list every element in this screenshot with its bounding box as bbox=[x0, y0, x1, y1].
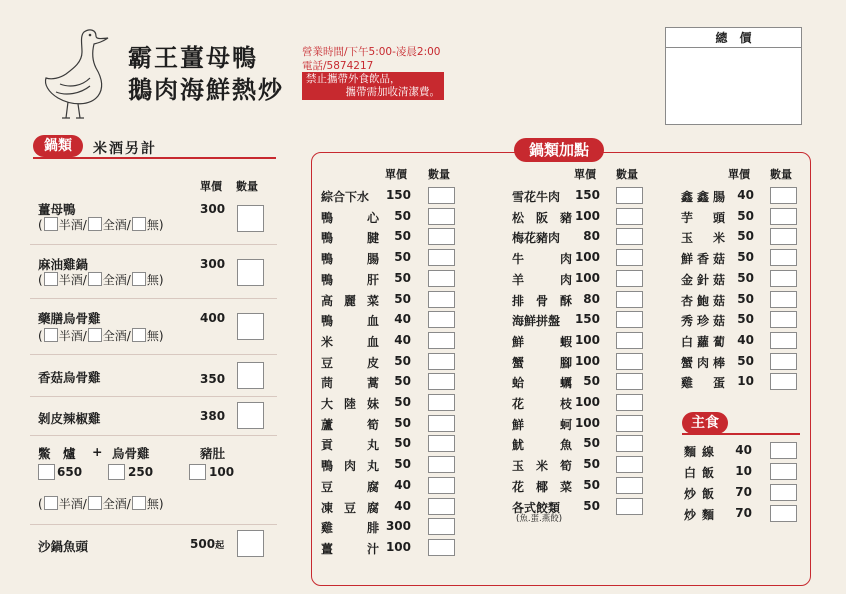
addon-item-price: 100 bbox=[574, 270, 600, 285]
staple-price: 10 bbox=[735, 464, 752, 478]
notice-line: 禁止攜帶外食飲品， bbox=[306, 73, 401, 85]
addon-qty-box[interactable] bbox=[428, 373, 455, 390]
full-wine-checkbox[interactable] bbox=[88, 328, 102, 342]
full-wine-checkbox[interactable] bbox=[88, 496, 102, 510]
addon-item-price: 50 bbox=[737, 229, 754, 244]
addon-qty-box[interactable] bbox=[428, 435, 455, 452]
addon-item-name: 鮮香菇 bbox=[681, 252, 725, 267]
quantity-box[interactable] bbox=[237, 313, 264, 340]
menu-item-name: 藥膳烏骨雞 bbox=[38, 311, 101, 326]
notice-line: 攜帶需加收清潔費。 bbox=[345, 86, 440, 98]
staple-name: 炒麵 bbox=[684, 508, 714, 522]
menu-item-price: 400 bbox=[200, 311, 226, 325]
combo-item-c: 豬肚 bbox=[200, 446, 226, 461]
addon-item-price: 40 bbox=[394, 477, 411, 492]
menu-item-name: 香菇烏骨雞 bbox=[38, 370, 101, 385]
addon-item-price: 80 bbox=[583, 229, 600, 244]
half-wine-label: 半酒 bbox=[58, 329, 83, 343]
addon-item-price: 100 bbox=[574, 415, 600, 430]
addon-qty-box[interactable] bbox=[770, 208, 797, 225]
col-price-header: 單價 bbox=[200, 180, 222, 193]
addon-item-price: 50 bbox=[737, 208, 754, 223]
staple-name: 炒飯 bbox=[684, 487, 714, 501]
addon-col-price-header: 單價 bbox=[728, 168, 750, 181]
addon-item-name: 蟹腳 bbox=[512, 355, 572, 370]
addon-item-price: 100 bbox=[574, 208, 600, 223]
no-wine-checkbox[interactable] bbox=[132, 272, 146, 286]
staple-name: 麵線 bbox=[684, 445, 714, 459]
addon-qty-box[interactable] bbox=[428, 415, 455, 432]
addon-qty-box[interactable] bbox=[616, 456, 643, 473]
menu-item-price: 380 bbox=[200, 409, 226, 423]
no-wine-label: 無 bbox=[146, 218, 159, 232]
restaurant-name: 霸王薑母鴨 bbox=[128, 43, 258, 72]
addon-item-name: 凍豆腐 bbox=[321, 500, 379, 515]
business-hours: 營業時間/下午5:00-凌晨2:00 bbox=[302, 46, 441, 58]
half-wine-checkbox[interactable] bbox=[44, 217, 58, 231]
combo-b-price: 250 bbox=[128, 465, 154, 479]
addon-qty-box[interactable] bbox=[428, 394, 455, 411]
addon-col-qty-header: 數量 bbox=[616, 168, 638, 181]
addon-item-price: 50 bbox=[394, 250, 411, 265]
addon-item-name: 海鮮拼盤 bbox=[512, 314, 561, 329]
addon-item-price: 50 bbox=[394, 374, 411, 389]
addon-qty-box[interactable] bbox=[428, 208, 455, 225]
staple-qty-box[interactable] bbox=[770, 484, 797, 501]
addon-item-name: 高麗菜 bbox=[321, 293, 379, 308]
addon-item-price: 100 bbox=[574, 332, 600, 347]
staple-qty-box[interactable] bbox=[770, 463, 797, 480]
addon-item-name: 綜合下水 bbox=[321, 190, 370, 204]
addon-item-price: 50 bbox=[737, 312, 754, 327]
addon-item-name: 排骨酥 bbox=[512, 293, 572, 308]
quantity-box[interactable] bbox=[237, 530, 264, 557]
addon-qty-box[interactable] bbox=[428, 456, 455, 473]
divider bbox=[30, 435, 277, 436]
phone-number: 電話/5874217 bbox=[302, 60, 374, 72]
addon-item-price: 40 bbox=[737, 188, 754, 202]
staple-price: 70 bbox=[735, 485, 752, 499]
addon-item-name: 米血 bbox=[321, 334, 379, 349]
addon-item-price: 50 bbox=[737, 250, 754, 265]
addon-qty-box[interactable] bbox=[428, 539, 455, 556]
half-wine-checkbox[interactable] bbox=[44, 272, 58, 286]
dumpling-note: (魚.蛋.燕餃) bbox=[516, 513, 563, 524]
addon-qty-box[interactable] bbox=[616, 187, 643, 204]
addon-item-price: 50 bbox=[737, 353, 754, 368]
addon-item-name: 金針菇 bbox=[681, 272, 725, 287]
addon-qty-box[interactable] bbox=[616, 249, 643, 266]
addon-qty-box[interactable] bbox=[616, 373, 643, 390]
addon-item-price: 150 bbox=[574, 188, 600, 202]
addon-item-name: 雞腓 bbox=[321, 521, 379, 536]
addon-item-price: 100 bbox=[574, 395, 600, 409]
combo-c-price: 100 bbox=[209, 465, 235, 479]
wine-options: ( 半酒/ 全酒/ 無) bbox=[38, 273, 164, 287]
no-wine-label: 無 bbox=[146, 273, 159, 287]
full-wine-checkbox[interactable] bbox=[88, 272, 102, 286]
full-wine-label: 全酒 bbox=[102, 273, 127, 287]
addon-item-price: 50 bbox=[583, 457, 600, 472]
addon-item-price: 50 bbox=[583, 477, 600, 492]
addon-item-name: 梅花豬肉 bbox=[512, 231, 561, 246]
addon-qty-box[interactable] bbox=[616, 394, 643, 411]
addon-item-price: 50 bbox=[583, 374, 600, 389]
addon-qty-box[interactable] bbox=[770, 291, 797, 308]
addon-item-name: 雪花牛肉 bbox=[512, 190, 561, 204]
addon-qty-box[interactable] bbox=[428, 498, 455, 515]
addon-item-price: 50 bbox=[583, 498, 600, 513]
addon-item-name: 玉米 bbox=[681, 231, 725, 246]
menu-item-price: 300 bbox=[200, 257, 226, 271]
addon-item-name: 秀珍菇 bbox=[681, 314, 725, 329]
addon-qty-box[interactable] bbox=[616, 208, 643, 225]
addon-item-price: 50 bbox=[394, 208, 411, 223]
addon-item-price: 100 bbox=[385, 539, 411, 554]
no-wine-label: 無 bbox=[146, 329, 159, 343]
no-wine-label: 無 bbox=[146, 497, 159, 511]
addon-item-price: 40 bbox=[394, 498, 411, 513]
notice-banner bbox=[302, 72, 444, 100]
addon-item-price: 50 bbox=[737, 270, 754, 285]
addon-item-price: 40 bbox=[394, 332, 411, 347]
half-wine-label: 半酒 bbox=[58, 273, 83, 287]
addon-item-price: 100 bbox=[574, 250, 600, 265]
addon-qty-box[interactable] bbox=[770, 332, 797, 349]
menu-item-name: 薑母鴨 bbox=[38, 202, 76, 217]
addon-qty-box[interactable] bbox=[428, 518, 455, 535]
addon-qty-box[interactable] bbox=[616, 498, 643, 515]
combo-c-checkbox[interactable] bbox=[189, 464, 206, 480]
addon-col-price-header: 單價 bbox=[385, 168, 407, 181]
wine-options: ( 半酒/ 全酒/ 無) bbox=[38, 497, 164, 511]
addon-qty-box[interactable] bbox=[428, 187, 455, 204]
addon-item-name: 大陸妹 bbox=[321, 397, 379, 411]
total-price-label: 總 價 bbox=[666, 28, 801, 48]
addon-item-name: 松阪豬 bbox=[512, 210, 572, 225]
addon-item-name: 鴨心 bbox=[321, 210, 379, 225]
full-wine-label: 全酒 bbox=[102, 329, 127, 343]
addon-title: 鍋類加點 bbox=[514, 138, 604, 162]
addon-qty-box[interactable] bbox=[428, 291, 455, 308]
addon-qty-box[interactable] bbox=[428, 228, 455, 245]
addon-item-name: 鴨腱 bbox=[321, 231, 379, 246]
staple-name: 白飯 bbox=[684, 466, 714, 480]
addon-item-price: 300 bbox=[385, 519, 411, 534]
combo-b-checkbox[interactable] bbox=[108, 464, 125, 480]
half-wine-label: 半酒 bbox=[58, 218, 83, 232]
addon-item-price: 50 bbox=[394, 415, 411, 430]
addon-qty-box[interactable] bbox=[770, 353, 797, 370]
divider bbox=[30, 396, 277, 397]
staple-price: 40 bbox=[735, 443, 752, 457]
full-wine-label: 全酒 bbox=[102, 218, 127, 232]
wine-options: ( 半酒/ 全酒/ 無) bbox=[38, 329, 164, 343]
menu-item-price: 300 bbox=[200, 202, 226, 216]
wine-options: ( 半酒/ 全酒/ 無) bbox=[38, 218, 164, 232]
addon-item-name: 蛤蠣 bbox=[512, 376, 572, 391]
addon-qty-box[interactable] bbox=[428, 311, 455, 328]
addon-item-price: 50 bbox=[394, 291, 411, 306]
staple-qty-box[interactable] bbox=[770, 442, 797, 459]
full-wine-label: 全酒 bbox=[102, 497, 127, 511]
divider bbox=[30, 354, 277, 355]
addon-item-price: 150 bbox=[574, 312, 600, 327]
addon-item-name: 杏鮑菇 bbox=[681, 293, 725, 308]
quantity-box[interactable] bbox=[237, 205, 264, 232]
menu-item-name: 麻油雞鍋 bbox=[38, 257, 89, 272]
addon-qty-box[interactable] bbox=[770, 373, 797, 390]
no-wine-checkbox[interactable] bbox=[132, 217, 146, 231]
addon-qty-box[interactable] bbox=[428, 477, 455, 494]
addon-item-name: 蟹肉棒 bbox=[681, 355, 725, 370]
addon-item-name: 茼蒿 bbox=[321, 376, 379, 391]
addon-item-name: 白蘿蔔 bbox=[681, 334, 725, 349]
addon-item-name: 羊肉 bbox=[512, 272, 572, 287]
divider bbox=[30, 298, 277, 299]
addon-item-price: 40 bbox=[737, 332, 754, 347]
combo-item-b: 烏骨雞 bbox=[112, 446, 150, 461]
addon-qty-box[interactable] bbox=[616, 332, 643, 349]
addon-qty-box[interactable] bbox=[770, 270, 797, 287]
divider bbox=[30, 524, 277, 525]
addon-item-name: 牛肉 bbox=[512, 252, 572, 267]
section-underline bbox=[33, 157, 276, 159]
quantity-box[interactable] bbox=[237, 259, 264, 286]
addon-item-name: 豆腐 bbox=[321, 479, 379, 494]
addon-item-price: 50 bbox=[394, 395, 411, 409]
addon-item-name: 雞蛋 bbox=[681, 376, 725, 391]
addon-item-price: 80 bbox=[583, 291, 600, 306]
menu-item-name: 剝皮辣椒雞 bbox=[38, 411, 101, 426]
addon-col-qty-header: 數量 bbox=[428, 168, 450, 181]
addon-item-name: 鴨腸 bbox=[321, 252, 379, 267]
addon-qty-box[interactable] bbox=[616, 415, 643, 432]
half-wine-checkbox[interactable] bbox=[44, 496, 58, 510]
addon-item-name: 鴨肉丸 bbox=[321, 459, 379, 474]
divider bbox=[30, 244, 277, 245]
addon-qty-box[interactable] bbox=[770, 311, 797, 328]
addon-item-name: 芋頭 bbox=[681, 210, 725, 225]
restaurant-subtitle: 鵝肉海鮮熱炒 bbox=[128, 75, 284, 104]
addon-item-price: 150 bbox=[385, 188, 411, 202]
staple-qty-box[interactable] bbox=[770, 505, 797, 522]
addon-item-price: 50 bbox=[394, 229, 411, 244]
total-price-box[interactable] bbox=[665, 27, 802, 125]
full-wine-checkbox[interactable] bbox=[88, 217, 102, 231]
addon-qty-box[interactable] bbox=[428, 332, 455, 349]
staple-title: 主食 bbox=[682, 412, 728, 434]
no-wine-checkbox[interactable] bbox=[132, 496, 146, 510]
combo-a-price: 650 bbox=[57, 465, 83, 479]
half-wine-checkbox[interactable] bbox=[44, 328, 58, 342]
addon-item-name: 鴨肝 bbox=[321, 272, 379, 287]
addon-qty-box[interactable] bbox=[770, 249, 797, 266]
duck-illustration bbox=[38, 22, 118, 122]
addon-qty-box[interactable] bbox=[616, 353, 643, 370]
addon-item-name: 薑汁 bbox=[321, 541, 379, 556]
no-wine-checkbox[interactable] bbox=[132, 328, 146, 342]
addon-qty-box[interactable] bbox=[428, 270, 455, 287]
addon-qty-box[interactable] bbox=[770, 228, 797, 245]
addon-item-price: 50 bbox=[737, 291, 754, 306]
menu-item-price bbox=[190, 537, 224, 551]
addon-item-name: 鴨血 bbox=[321, 314, 379, 329]
addon-item-price: 50 bbox=[394, 436, 411, 451]
addon-item-name: 魷魚 bbox=[512, 438, 572, 453]
addon-qty-box[interactable] bbox=[428, 249, 455, 266]
staple-underline bbox=[682, 433, 800, 435]
addon-item-price: 50 bbox=[394, 270, 411, 285]
addon-item-name: 玉米筍 bbox=[512, 459, 572, 474]
addon-item-name: 鮮蝦 bbox=[512, 334, 572, 349]
addon-item-name: 貢丸 bbox=[321, 438, 379, 453]
addon-qty-box[interactable] bbox=[616, 311, 643, 328]
addon-item-name: 各式餃類 bbox=[512, 500, 561, 515]
addon-qty-box[interactable] bbox=[428, 353, 455, 370]
combo-a-checkbox[interactable] bbox=[38, 464, 55, 480]
staple-price: 70 bbox=[735, 506, 752, 520]
addon-item-price: 50 bbox=[394, 353, 411, 368]
col-qty-header: 數量 bbox=[236, 180, 258, 193]
combo-item-a: 鱉 爐 bbox=[38, 446, 76, 461]
quantity-box[interactable] bbox=[237, 362, 264, 389]
fish-price-suffix: 起 bbox=[215, 541, 225, 551]
menu-item-name: 沙鍋魚頭 bbox=[38, 539, 89, 554]
menu-item-price: 350 bbox=[200, 372, 226, 386]
fish-price: 500 bbox=[190, 537, 216, 551]
addon-item-name: 豆皮 bbox=[321, 355, 379, 370]
addon-qty-box[interactable] bbox=[616, 291, 643, 308]
addon-qty-box[interactable] bbox=[616, 228, 643, 245]
rice-wine-note: 米酒另計 bbox=[93, 141, 157, 157]
addon-qty-box[interactable] bbox=[770, 187, 797, 204]
addon-item-price: 10 bbox=[737, 374, 754, 389]
addon-col-price-header: 單價 bbox=[574, 168, 596, 181]
half-wine-label: 半酒 bbox=[58, 497, 83, 511]
combo-plus: + bbox=[92, 444, 103, 459]
quantity-box[interactable] bbox=[237, 402, 264, 429]
addon-item-price: 40 bbox=[394, 312, 411, 327]
addon-item-name: 花枝 bbox=[512, 397, 572, 411]
addon-qty-box[interactable] bbox=[616, 477, 643, 494]
addon-qty-box[interactable] bbox=[616, 435, 643, 452]
addon-item-name: 鮮蚵 bbox=[512, 417, 572, 432]
addon-item-price: 100 bbox=[574, 353, 600, 368]
addon-item-price: 50 bbox=[394, 457, 411, 472]
addon-item-name: 花椰菜 bbox=[512, 479, 572, 494]
section-title-pot: 鍋類 bbox=[33, 135, 83, 157]
addon-col-qty-header: 數量 bbox=[770, 168, 792, 181]
addon-item-name: 鑫鑫腸 bbox=[681, 190, 725, 204]
addon-item-price: 50 bbox=[583, 436, 600, 451]
addon-qty-box[interactable] bbox=[616, 270, 643, 287]
addon-item-name: 蘆筍 bbox=[321, 417, 379, 432]
